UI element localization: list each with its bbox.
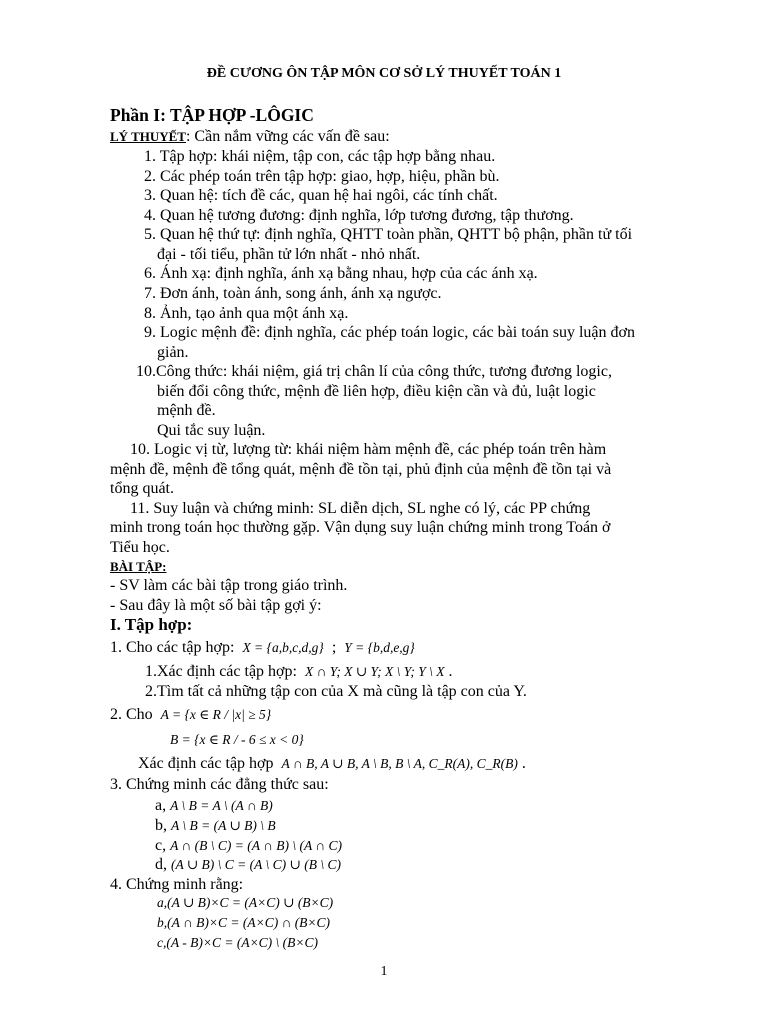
theory-heading	[110, 127, 390, 147]
theory-item-9-cont: giản.	[157, 344, 189, 361]
question-4: 4. Chứng minh rằng:	[110, 876, 244, 893]
question-4-b: b,(A ∩ B)×C = (A×C) ∩ (B×C)	[157, 915, 331, 930]
theory-intro: : Cần nắm vững các vấn đề sau:	[185, 128, 390, 145]
theory-item-1: 1. Tập hợp: khái niệm, tập con, các tập hợp bằng nhau.	[144, 148, 496, 165]
question-2: 2. Cho A = {x ∈ R / |x| ≥ 5}	[110, 706, 272, 723]
theory-item-4: 4. Quan hệ tương đương: định nghĩa, lớp tương đương, tập thương.	[144, 207, 574, 224]
theory-item-10-rule: Qui tắc suy luận.	[157, 422, 266, 439]
question-3-c: c, A ∩ (B \ C) = (A ∩ B) \ (A ∩ C)	[155, 837, 342, 854]
exercise-line-2: - Sau đây là một số bài tập gợi ý:	[110, 597, 322, 614]
question-3: 3. Chứng minh các đẳng thức sau:	[110, 776, 329, 793]
theory-label: LÝ THUYẾT	[110, 129, 186, 144]
theory-item-10: 10.Công thức: khái niệm, giá trị chân lí của công thức, tương đương logic,	[136, 363, 612, 380]
theory-item-10-cont: biến đổi công thức, mệnh đề liên hợp, điều kiện cần và đủ, luật logic	[157, 383, 596, 400]
set-y: Y = {b,d,e,g}	[344, 640, 415, 655]
question-1-a: 1.Xác định các tập hợp: X ∩ Y; X ∪ Y; X \ Y; Y \ X .	[145, 663, 453, 680]
set-x: X = {a,b,c,d,g}	[242, 640, 324, 655]
theory-item-9: 9. Logic mệnh đề: định nghĩa, các phép toán logic, các bài toán suy luận đơn	[144, 324, 635, 341]
set-a-definition: A = {x ∈ R / |x| ≥ 5}	[160, 707, 272, 722]
theory-item-11: 11. Suy luận và chứng minh: SL diễn dịch, SL nghe có lý, các PP chứng	[130, 500, 591, 517]
section-heading-sets: I. Tập hợp:	[110, 615, 193, 634]
theory-item-3: 3. Quan hệ: tích đề các, quan hệ hai ngôi, các tính chất.	[144, 187, 498, 204]
theory-item-10b-cont2: tổng quát.	[110, 480, 174, 497]
theory-item-11-cont2: Tiểu học.	[110, 539, 170, 556]
question-3-b: b, A \ B = (A ∪ B) \ B	[155, 817, 276, 834]
question-4-c: c,(A - B)×C = (A×C) \ (B×C)	[157, 935, 319, 950]
theory-item-11-cont: minh trong toán học thường gặp. Vận dụng suy luận chứng minh trong Toán ở	[110, 519, 611, 536]
theory-item-8: 8. Ảnh, tạo ảnh qua một ánh xạ.	[144, 305, 349, 322]
question-1-b: 2.Tìm tất cả những tập con của X mà cũng là tập con của Y.	[145, 683, 527, 700]
document-title: ĐỀ CƯƠNG ÔN TẬP MÔN CƠ SỞ LÝ THUYẾT TOÁN 1	[206, 66, 562, 81]
question-4-a: a,(A ∪ B)×C = (A×C) ∪ (B×C)	[157, 895, 334, 910]
theory-item-10-cont2: mệnh đề.	[157, 402, 216, 419]
question-3-a: a, A \ B = A \ (A ∩ B)	[155, 797, 273, 814]
question-2-task: Xác định các tập hợp A ∩ B, A ∪ B, A \ B, B \ A, C_R(A), C_R(B) .	[138, 755, 526, 772]
theory-item-10b-cont: mệnh đề, mệnh đề tổng quát, mệnh đề tồn tại, phủ định của mệnh đề tồn tại và	[110, 461, 612, 478]
theory-item-5-cont: đại - tối tiểu, phần tử lớn nhất - nhỏ nhất.	[157, 246, 421, 263]
theory-item-7: 7. Đơn ánh, toàn ánh, song ánh, ánh xạ ngược.	[144, 285, 442, 302]
theory-item-2: 2. Các phép toán trên tập hợp: giao, hợp, hiệu, phần bù.	[144, 168, 500, 185]
part-heading: Phần I: TẬP HỢP -LÔGIC	[110, 105, 314, 125]
exercise-line-1: - SV làm các bài tập trong giáo trình.	[110, 577, 348, 594]
theory-item-10b: 10. Logic vị từ, lượng từ: khái niệm hàm mệnh đề, các phép toán trên hàm	[130, 441, 607, 458]
question-3-d: d, (A ∪ B) \ C = (A \ C) ∪ (B \ C)	[155, 856, 341, 873]
exercise-heading: BÀI TẬP:	[110, 559, 167, 574]
theory-item-6: 6. Ánh xạ: định nghĩa, ánh xạ bằng nhau, hợp của các ánh xạ.	[144, 265, 538, 282]
theory-item-5: 5. Quan hệ thứ tự: định nghĩa, QHTT toàn phần, QHTT bộ phận, phần tử tối	[144, 226, 633, 243]
question-1: 1. Cho các tập hợp: X = {a,b,c,d,g} ; Y = {b,d,e,g}	[110, 639, 415, 656]
set-b-definition: B = {x ∈ R / - 6 ≤ x < 0}	[170, 732, 304, 747]
page-number: 1	[380, 964, 388, 979]
